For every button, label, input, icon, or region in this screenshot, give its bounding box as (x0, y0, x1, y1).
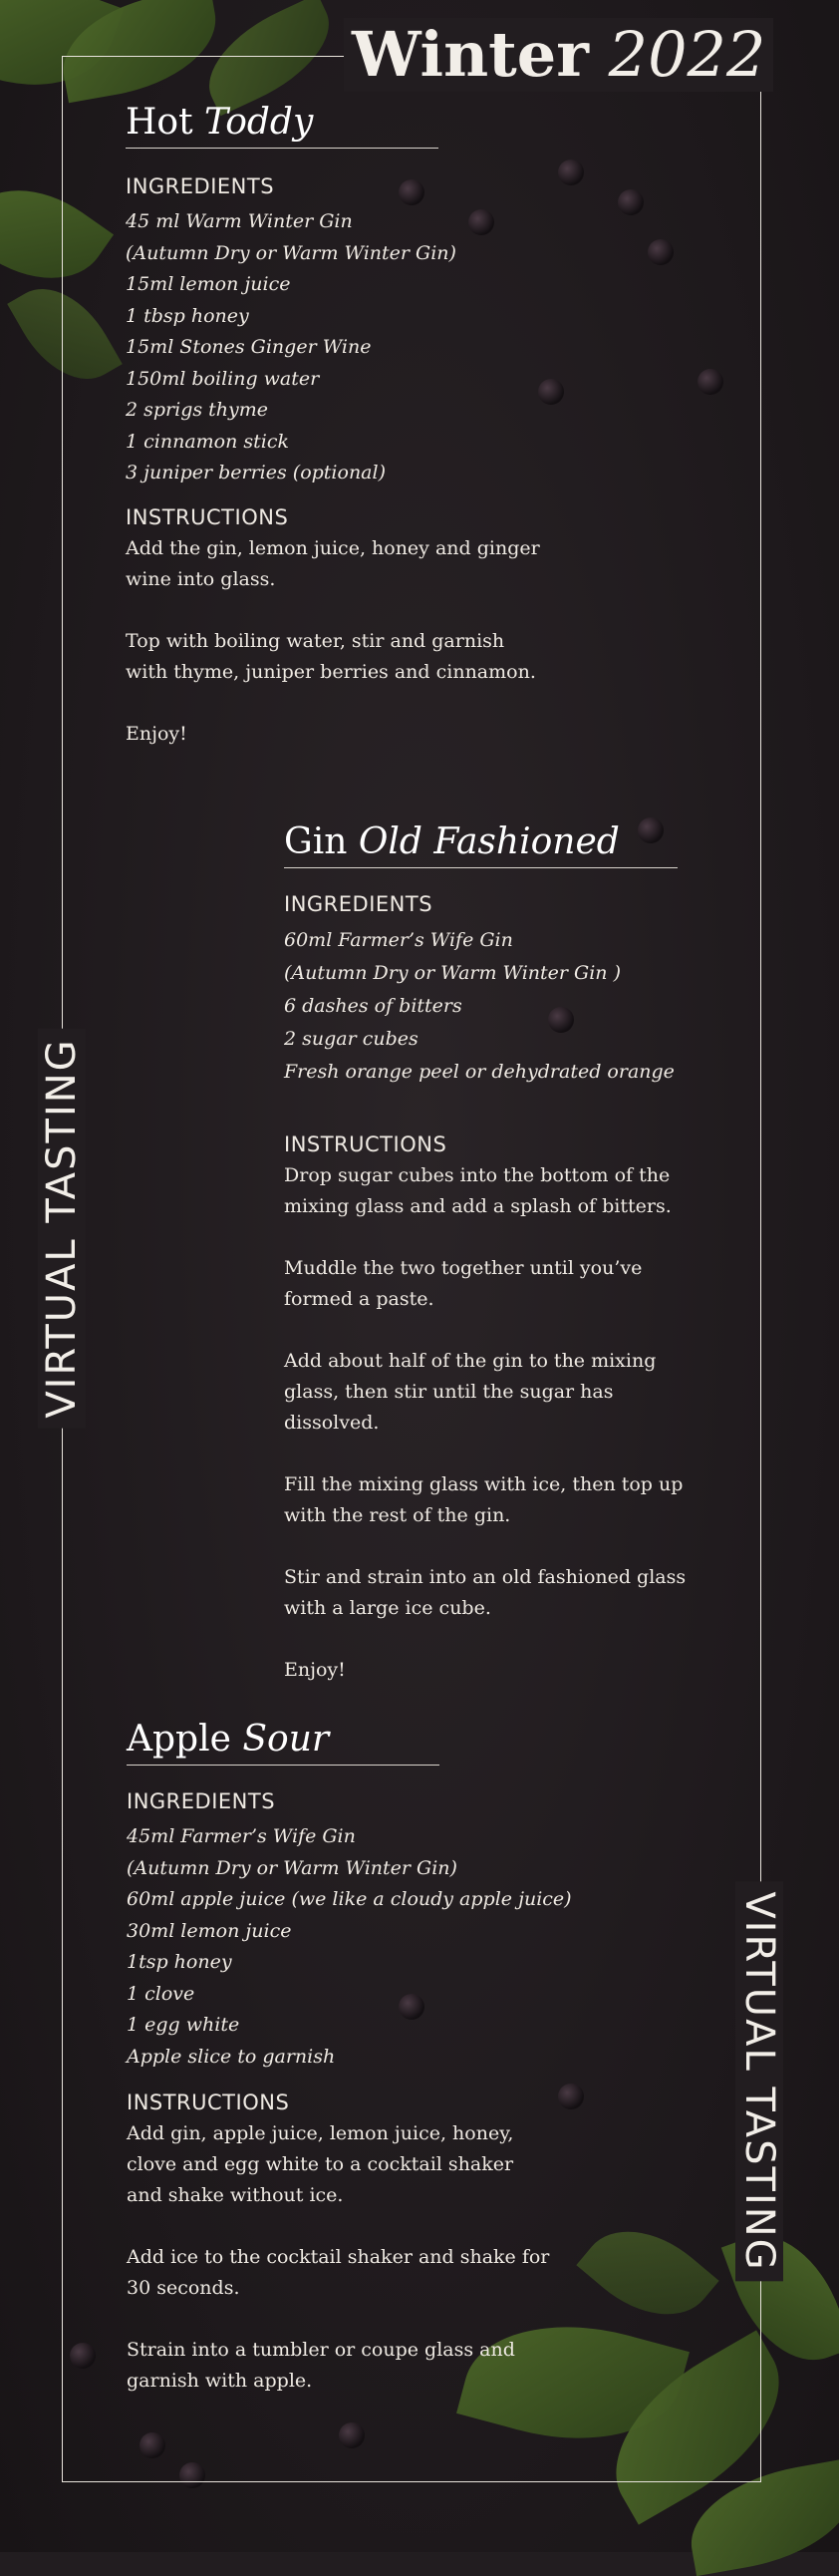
instruction-paragraph: Stir and strain into an old fashioned glass with a large ice cube. (284, 1566, 687, 1619)
ingredient-item: (Autumn Dry or Warm Winter Gin ) (284, 962, 621, 984)
instruction-paragraph: Drop sugar cubes into the bottom of the mixing glass and add a splash of bitters. (284, 1164, 672, 1217)
ingredient-item: Apple slice to garnish (127, 2045, 336, 2068)
ingredients-list (284, 924, 712, 1089)
ingredient-item: 2 sugar cubes (284, 1028, 419, 1050)
instructions-heading: INSTRUCTIONS (126, 504, 289, 529)
ingredients-list (126, 206, 544, 489)
recipe-hot-toddy (126, 100, 544, 750)
recipe-apple-sour (127, 1717, 595, 2397)
ingredient-item: 1 tbsp honey (126, 304, 249, 327)
title-year: 2022 (608, 18, 766, 91)
instruction-paragraph: Enjoy! (284, 1659, 346, 1681)
recipe-title-plain: Apple (127, 1719, 243, 1760)
ingredient-item: 15ml Stones Ginger Wine (126, 336, 372, 358)
side-label-left: VIRTUAL TASTING (38, 1028, 86, 1428)
ingredient-item: 60ml apple juice (we like a cloudy apple juice) (127, 1888, 572, 1910)
side-label-right: VIRTUAL TASTING (735, 1881, 783, 2281)
ingredient-item: (Autumn Dry or Warm Winter Gin) (127, 1856, 457, 1879)
ingredient-item: 15ml lemon juice (126, 273, 291, 295)
ingredient-item: 45 ml Warm Winter Gin (126, 210, 353, 232)
ingredient-item: 1 clove (127, 1982, 195, 2005)
ingredients-heading: INGREDIENTS (126, 174, 275, 198)
ingredient-item: 1tsp honey (127, 1951, 232, 1973)
ingredient-item: 3 juniper berries (optional) (126, 462, 386, 483)
recipe-title (284, 819, 678, 868)
ingredient-item: 30ml lemon juice (127, 1919, 292, 1942)
ingredients-heading: INGREDIENTS (284, 892, 433, 916)
ingredient-item: 2 sprigs thyme (126, 399, 269, 421)
ingredient-item: 60ml Farmer’s Wife Gin (284, 929, 513, 951)
recipe-title-italic: Toddy (203, 102, 314, 143)
ingredient-item: 45ml Farmer’s Wife Gin (127, 1825, 356, 1847)
ingredient-item: Fresh orange peel or dehydrated orange (284, 1061, 675, 1083)
title-word: Winter (352, 18, 589, 91)
ingredients-heading: INGREDIENTS (127, 1789, 276, 1813)
recipe-title (127, 1717, 439, 1766)
instructions-text (127, 2118, 595, 2397)
instructions-heading: INSTRUCTIONS (284, 1132, 447, 1156)
instruction-paragraph: Strain into a tumbler or coupe glass and garnish with apple. (127, 2339, 515, 2392)
instruction-paragraph: Add gin, apple juice, lemon juice, honey, clove and egg white to a cocktail shaker and shake without ice. (127, 2122, 514, 2206)
instruction-paragraph: Add about half of the gin to the mixing glass, then stir until the sugar has dissolved. (284, 1350, 657, 1434)
instructions-text (126, 533, 544, 750)
instructions-text (284, 1160, 712, 1686)
instruction-paragraph: Top with boiling water, stir and garnish with thyme, juniper berries and cinnamon. (126, 629, 536, 683)
ingredient-item: 1 cinnamon stick (126, 430, 289, 453)
ingredient-item: 6 dashes of bitters (284, 995, 462, 1017)
recipe-title-italic: Old Fashioned (358, 821, 620, 862)
ingredient-item: 1 egg white (127, 2014, 240, 2036)
instruction-paragraph: Add the gin, lemon juice, honey and ginger wine into glass. (126, 536, 540, 590)
instruction-paragraph: Muddle the two together until you’ve formed a paste. (284, 1257, 643, 1310)
recipe-title (126, 100, 438, 149)
recipe-title-plain: Hot (126, 102, 204, 143)
instructions-heading: INSTRUCTIONS (127, 2091, 290, 2114)
page-title (344, 18, 773, 92)
recipe-title-italic: Sour (242, 1719, 330, 1760)
instruction-paragraph: Enjoy! (126, 722, 187, 745)
recipe-gin-old-fashioned (284, 819, 712, 1686)
instruction-paragraph: Add ice to the cocktail shaker and shake for 30 seconds. (127, 2246, 550, 2299)
ingredient-item: (Autumn Dry or Warm Winter Gin) (126, 241, 456, 264)
ingredient-item: 150ml boiling water (126, 367, 320, 390)
ingredients-list (127, 1821, 595, 2073)
instruction-paragraph: Fill the mixing glass with ice, then top up with the rest of the gin. (284, 1473, 684, 1526)
recipe-title-plain: Gin (284, 821, 359, 862)
